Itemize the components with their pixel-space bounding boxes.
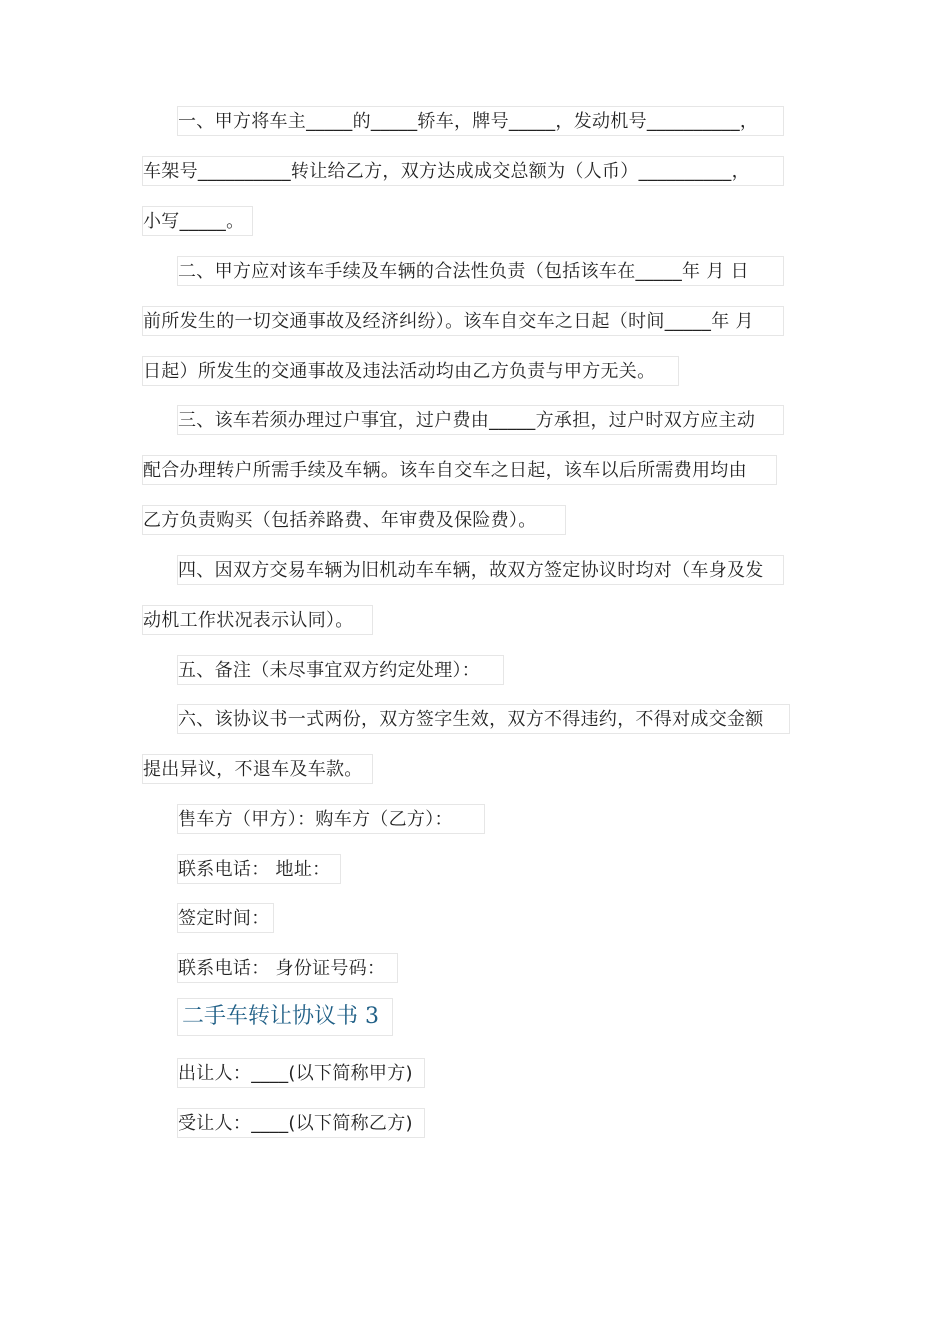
transferor-line: 出让人：____(以下简称甲方)	[177, 1058, 425, 1088]
signature-date: 签定时间：	[177, 903, 274, 933]
clause-2-line-2: 前所发生的一切交通事故及经济纠纷）。该车自交车之日起（时间_____年 月	[142, 306, 784, 336]
signature-parties: 售车方（甲方）：购车方（乙方）：	[177, 804, 485, 834]
clause-4-line-2: 动机工作状况表示认同）。	[142, 605, 373, 635]
clause-2-line-3: 日起）所发生的交通事故及违法活动均由乙方负责与甲方无关。	[142, 356, 679, 386]
clause-1-line-3: 小写_____。	[142, 206, 253, 236]
signature-phone-id: 联系电话： 身份证号码：	[177, 953, 398, 983]
clause-2-line-1: 二、甲方应对该车手续及车辆的合法性负责（包括该车在_____年 月 日	[177, 256, 784, 286]
clause-4-line-1: 四、因双方交易车辆为旧机动车车辆，故双方签定协议时均对（车身及发	[177, 555, 784, 585]
clause-1-line-2: 车架号__________转让给乙方，双方达成成交总额为（人币）__________，	[142, 156, 784, 186]
clause-5-line-1: 五、备注（未尽事宜双方约定处理）：	[177, 655, 504, 685]
transferee-line: 受让人：____(以下简称乙方)	[177, 1108, 425, 1138]
signature-phone-address: 联系电话： 地址：	[177, 854, 341, 884]
clause-3-line-3: 乙方负责购买（包括养路费、年审费及保险费）。	[142, 505, 566, 535]
clause-6-line-2: 提出异议，不退车及车款。	[142, 754, 373, 784]
section-title: 二手车转让协议书 3	[177, 998, 393, 1036]
clause-3-line-2: 配合办理转户所需手续及车辆。该车自交车之日起，该车以后所需费用均由	[142, 455, 777, 485]
clause-3-line-1: 三、该车若须办理过户事宜，过户费由_____方承担，过户时双方应主动	[177, 405, 784, 435]
clause-1-line-1: 一、甲方将车主_____的_____轿车，牌号_____，发动机号__________，	[177, 106, 784, 136]
clause-6-line-1: 六、该协议书一式两份，双方签字生效，双方不得违约，不得对成交金额	[177, 704, 790, 734]
